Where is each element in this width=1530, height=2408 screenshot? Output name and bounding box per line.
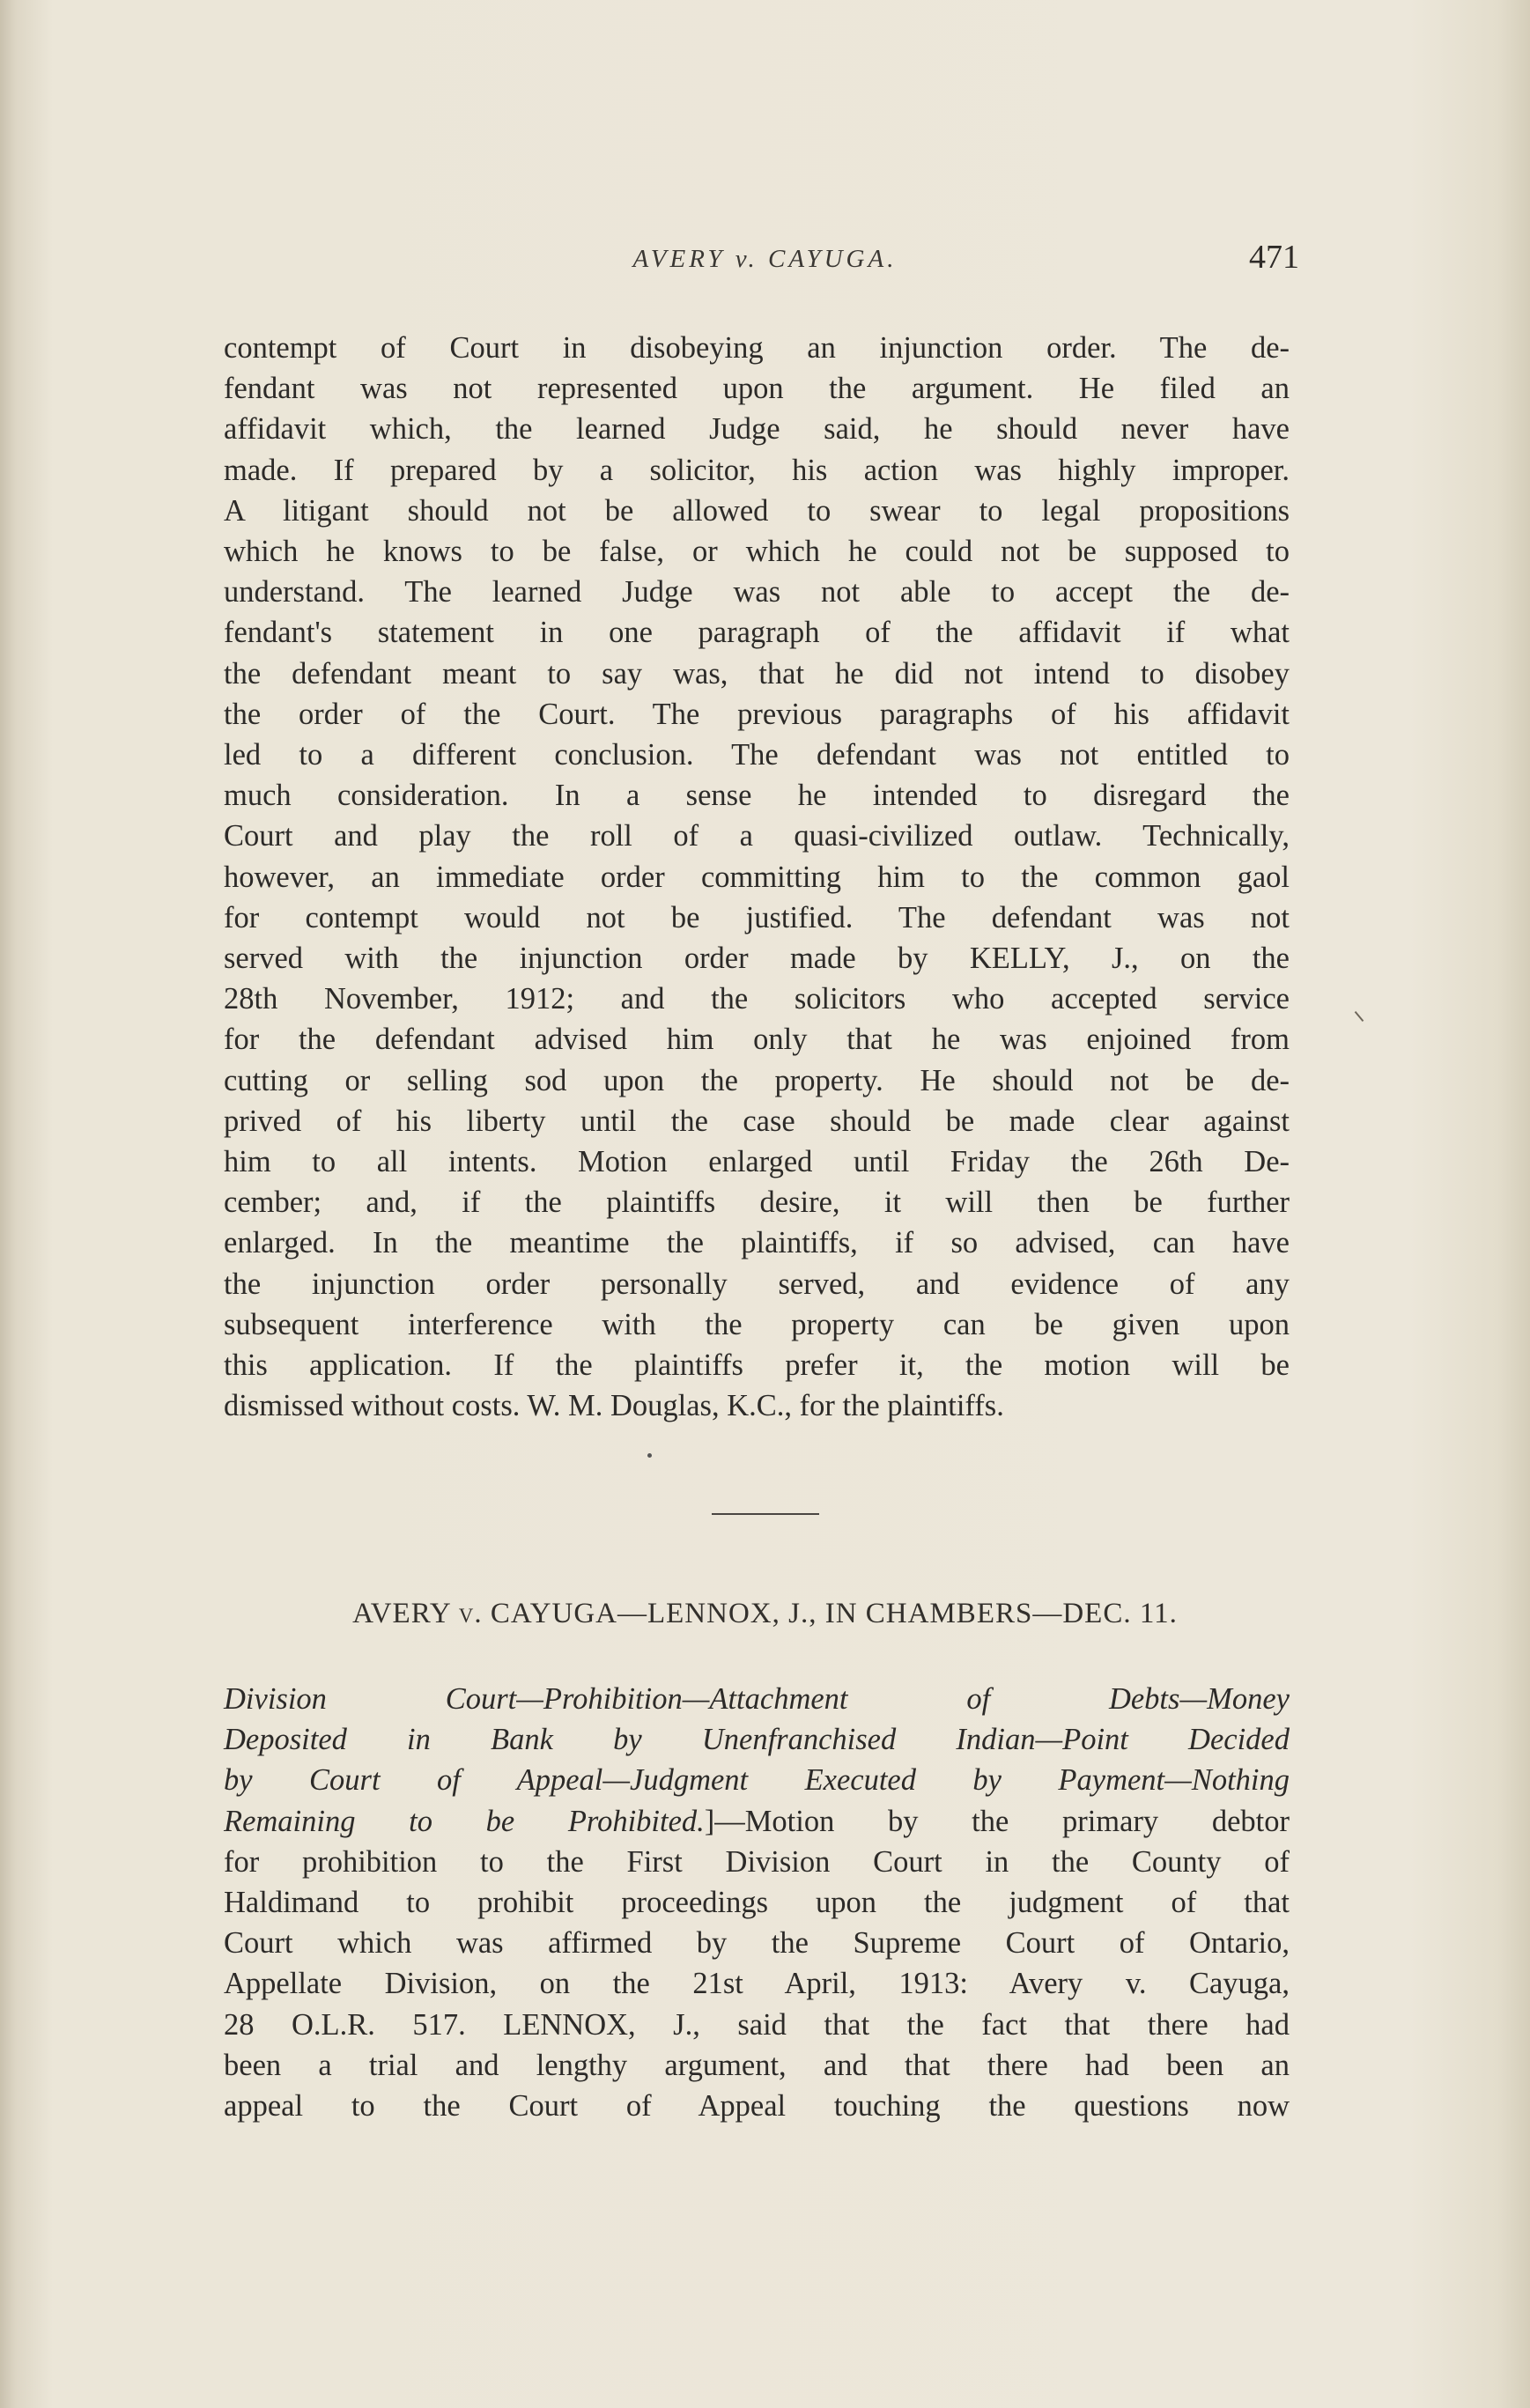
text-line: however, an immediate order committing him to the common gaol [224,860,1290,894]
text-line: fendant was not represented upon the argument. He filed an [224,372,1290,406]
margin-mark [1355,1011,1364,1022]
text-line: which he knows to be false, or which he could not be supposed to [224,535,1290,569]
page-number: 471 [1249,239,1299,276]
catchwords-text: by Court of Appeal—Judgment Executed by Payment—Nothing [224,1763,1290,1798]
body-text: for prohibition to the First Division Court in the County of [224,1844,1290,1879]
catchwords-text: Remaining to be Prohibited. [224,1804,705,1838]
text-line: subsequent interference with the property can be given upon [224,1307,1290,1341]
section-rule [712,1513,819,1515]
text-line: him to all intents. Motion enlarged until Friday the 26th De- [224,1145,1290,1179]
text-line [224,1801,1290,1842]
text-line [224,1882,1290,1923]
body-text: Court which was affirmed by the Supreme Court of Ontario, [224,1926,1290,1961]
first-paragraph [224,328,1290,1426]
running-head: AVERY v. CAYUGA. [632,245,898,273]
text-line: served with the injunction order made by KELLY, J., on the [224,942,1290,976]
text-line: the defendant meant to say was, that he did not intend to disobey [224,656,1290,691]
body-text: Appellate Division, on the 21st April, 1913: Avery v. Cayuga, [224,1967,1290,2001]
text-line: prived of his liberty until the case should be made clear against [224,1104,1290,1138]
text-line: for the defendant advised him only that he was enjoined from [224,1023,1290,1057]
text-line [224,2086,1290,2126]
text-line: Court and play the roll of a quasi-civilized outlaw. Technically, [224,819,1290,853]
catchwords-text: Division Court—Prohibition—Attachment of Debts—Money [224,1682,1290,1716]
text-line [224,1842,1290,1882]
text-line [224,1679,1290,1719]
text-line [224,2045,1290,2086]
body-text: ]—Motion by the primary debtor [704,1804,1290,1838]
text-line: contempt of Court in disobeying an injunction order. The de- [224,331,1290,365]
text-line: made. If prepared by a solicitor, his action was highly improper. [224,453,1290,487]
text-line: understand. The learned Judge was not able to accept the de- [224,575,1290,609]
text-line: for contempt would not be justified. The defendant was not [224,900,1290,934]
text-line: cember; and, if the plaintiffs desire, it will then be further [224,1186,1290,1220]
case-heading: AVERY v. CAYUGA—LENNOX, J., IN CHAMBERS—DEC. 11. [352,1598,1178,1629]
text-line: much consideration. In a sense he intended to disregard the [224,779,1290,813]
text-line: A litigant should not be allowed to swear to legal propositions [224,493,1290,528]
text-line: fendant's statement in one paragraph of the affidavit if what [224,616,1290,650]
body-text: Haldimand to prohibit proceedings upon the judgment of that [224,1886,1290,1920]
second-case-paragraph [224,1679,1290,2126]
text-line: 28th November, 1912; and the solicitors who accepted service [224,982,1290,1016]
text-line [224,1719,1290,1760]
body-text: 28 O.L.R. 517. LENNOX, J., said that the fact that there had [224,2007,1290,2042]
catchwords-text: Deposited in Bank by Unenfranchised Indian—Point Decided [224,1723,1290,1757]
text-line: this application. If the plaintiffs prefer it, the motion will be [224,1348,1290,1383]
stray-dot [647,1453,652,1458]
text-line: led to a different conclusion. The defendant was not entitled to [224,738,1290,772]
text-line: the order of the Court. The previous paragraphs of his affidavit [224,697,1290,731]
text-line [224,1963,1290,2004]
text-line: the injunction order personally served, and evidence of any [224,1267,1290,1301]
text-line [224,2005,1290,2045]
text-line: affidavit which, the learned Judge said, he should never have [224,412,1290,447]
body-text: been a trial and lengthy argument, and that there had been an [224,2048,1290,2082]
text-line [224,1760,1290,1800]
text-line: enlarged. In the meantime the plaintiffs, if so advised, can have [224,1226,1290,1260]
text-line [224,1923,1290,1963]
text-line: dismissed without costs. W. M. Douglas, K.C., for the plaintiffs. [224,1389,1004,1423]
text-line: cutting or selling sod upon the property. He should not be de- [224,1063,1290,1097]
body-text: appeal to the Court of Appeal touching the questions now [224,2089,1290,2124]
